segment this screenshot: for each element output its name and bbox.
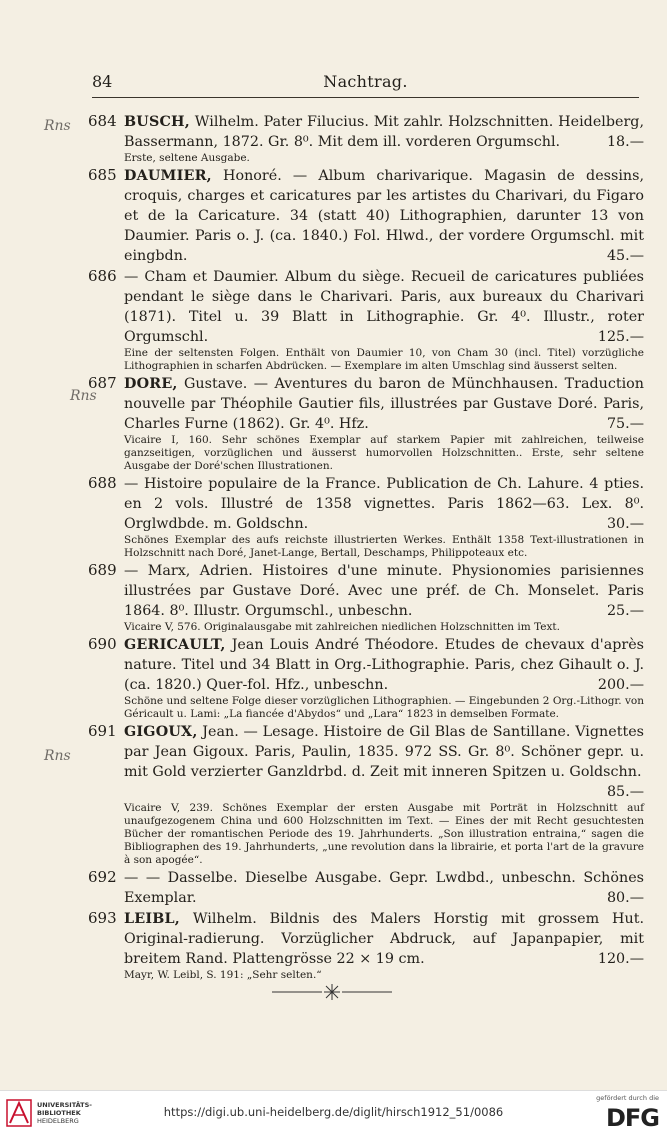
header-rule [92,97,639,98]
entry-text: Jean Louis André Théodore. Etudes de chevaux d'après nature. Titel und 34 Blatt in Org.-Lithographie. Paris, chez Gihault o. J. (ca. 1820.) Quer-fol. Hfz., unbeschn. [124,637,644,693]
entry-heading: GIGOUX, [124,724,198,740]
entry-body [124,722,644,802]
catalog-entry [88,474,644,560]
catalog-entries [88,112,644,983]
entry-text: — Marx, Adrien. Histoires d'une minute. Physionomies parisiennes illustrées par Gustave Doré. Avec une préf. de Ch. Monselet. Paris 1864. 8⁰. Illustr. Orgumschl., unbeschn. [124,563,644,619]
entry-heading: GERICAULT, [124,637,226,653]
catalog-entry [88,868,644,908]
entry-price: 85.— [606,784,644,800]
entry-note: Vicaire V, 576. Originalausgabe mit zahlreichen niedlichen Holzschnitten im Text. [124,621,560,633]
entry-body [124,267,644,347]
catalog-entry [88,722,644,867]
entry-price: 30.— [606,516,644,532]
catalog-entry [88,267,644,373]
entry-text: Wilhelm. Pater Filucius. Mit zahlr. Holzschnitten. Heidelberg, Bassermann, 1872. Gr. 8⁰. Mit dem ill. vorderen Orgumschl. [124,114,644,150]
entry-body [124,112,644,152]
catalog-entry [88,374,644,473]
entry-heading: DORE, [124,376,178,392]
entry-body [124,868,644,908]
entry-heading: DAUMIER, [124,168,212,184]
logo-text-line: UNIVERSITÄTS- [37,1101,92,1109]
entry-note: Schöne und seltene Folge dieser vorzüglichen Lithographien. — Eingebunden 2 Org.-Lithogr. von Géricault u. Lami: „La fiancée d'Abydos“ und „Lara“ 1823 in demselben Formate. [124,695,644,720]
entry-note: Eine der seltensten Folgen. Enthält von Daumier 10, von Cham 30 (incl. Titel) vorzügliche Lithographien in scharfen Abdrücken. — Exemplare im alten Umschlag sind äusserst selten. [124,347,644,372]
entry-number: 689 [88,561,117,579]
logo-text-line: BIBLIOTHEK [37,1109,81,1117]
entry-number: 688 [88,474,117,492]
entry-number: 690 [88,635,117,653]
entry-price: 200.— [597,677,644,693]
entry-text: Gustave. — Aventures du baron de Münchhausen. Traduction nouvelle par Théophile Gautier fils, illustrées par Gustave Doré. Paris, Charles Furne (1862). Gr. 4⁰. Hfz. [124,376,644,432]
page-number: 84 [92,72,113,91]
entry-number: 693 [88,909,117,927]
entry-text: Honoré. — Album charivarique. Magasin de dessins, croquis, charges et caricatures par les artistes du Charivari, du Figaro et de la Caricature. 34 (statt 40) Lithographien, darunter 13 von Daumier. Paris o. J. (ca. 1840.) Fol. Hlwd., der vordere Orgumschl. mit eingbdn. [124,168,644,264]
permalink-url[interactable]: https://digi.ub.uni-heidelberg.de/diglit/hirsch1912_51/0086 [163,1105,504,1119]
funded-by-label: gefördert durch die [596,1094,659,1102]
entry-heading: BUSCH, [124,114,190,130]
entry-text: — — Dasselbe. Dieselbe Ausgabe. Gepr. Lwdbd., unbeschn. Schönes Exemplar. [124,870,644,906]
entry-price: 125.— [597,329,644,345]
ornament-divider-icon [272,983,392,1001]
entry-text: Jean. — Lesage. Histoire de Gil Blas de Santillane. Vignettes par Jean Gigoux. Paris, Paulin, 1835. 972 SS. Gr. 8⁰. Schöner gepr. u. mit Gold verzierter Ganzldrbd. d. Zeit mit inneren Spitzen u. Goldschn. [124,724,644,780]
entry-body [124,561,644,621]
entry-price: 120.— [597,951,644,967]
footer-bar [0,1090,667,1137]
entry-note: Erste, seltene Ausgabe. [124,152,250,164]
entry-price: 45.— [606,248,644,264]
entry-number: 692 [88,868,117,886]
entry-number: 685 [88,166,117,184]
entry-number: 687 [88,374,117,392]
running-head: Nachtrag. [323,72,408,91]
margin-note: Rns [70,388,97,404]
margin-note: Rns [44,118,71,134]
dfg-logo[interactable] [589,1094,659,1134]
catalog-entry [88,166,644,266]
entry-number: 686 [88,267,117,285]
catalog-entry [88,561,644,634]
dfg-wordmark: DFG [605,1104,659,1132]
catalog-entry [88,112,644,165]
entry-price: 18.— [606,134,644,150]
entry-number: 691 [88,722,117,740]
entry-price: 25.— [606,603,644,619]
entry-body [124,166,644,266]
margin-note: Rns [44,748,71,764]
entry-note: Schönes Exemplar des aufs reichste illustrierten Werkes. Enthält 1358 Text-illustrationen in Holzschnitt nach Doré, Janet-Lange, Bertall, Deschamps, Philippoteaux etc. [124,534,644,559]
catalog-entry [88,635,644,721]
logo-text-line: HEIDELBERG [37,1117,79,1125]
entry-note: Mayr, W. Leibl, S. 191: „Sehr selten.“ [124,969,322,981]
catalog-entry [88,909,644,982]
entry-heading: LEIBL, [124,911,180,927]
entry-note: Vicaire I, 160. Sehr schönes Exemplar auf starkem Papier mit zahlreichen, teilweise ganzseitigen, vorzüglichen und äusserst humorvollen Holzschnitten.. Erste, sehr seltene Ausgabe der Doré'schen Illustrationen. [124,434,644,472]
entry-text: — Cham et Daumier. Album du siège. Recueil de caricatures publiées pendant le siège dans le Charivari. Paris, aux bureaux du Charivari (1871). Titel u. 39 Blatt in Lithographie. Gr. 4⁰. Illustr., roter Orgumschl. [124,269,644,345]
page-header [92,72,639,94]
entry-text: Wilhelm. Bildnis des Malers Horstig mit grossem Hut. Original-radierung. Vorzüglicher Abdruck, auf Japanpapier, mit breitem Rand. Plattengrösse 22 × 19 cm. [124,911,644,967]
entry-body [124,374,644,434]
entry-body [124,909,644,969]
entry-body [124,474,644,534]
entry-body [124,635,644,695]
entry-price: 80.— [606,890,644,906]
entry-number: 684 [88,112,117,130]
entry-text: — Histoire populaire de la France. Publication de Ch. Lahure. 4 pties. en 2 vols. Illustré de 1358 vignettes. Paris 1862—63. Lex. 8⁰. Orglwdbde. m. Goldschn. [124,476,644,532]
entry-note: Vicaire V, 239. Schönes Exemplar der ersten Ausgabe mit Porträt in Holzschnitt auf unaufgezogenem China und 600 Holzschnitten im Text. — Eines der mit Recht gesuchtesten Bücher der romantischen Periode des 19. Jahrhunderts. „Son illustration entraina,“ sagen die Bibliographen des 19. Jahrhunderts, „une revolution dans la librairie, et porta l'art de la gravure à son apogée“. [124,802,644,866]
entry-price: 75.— [606,416,644,432]
